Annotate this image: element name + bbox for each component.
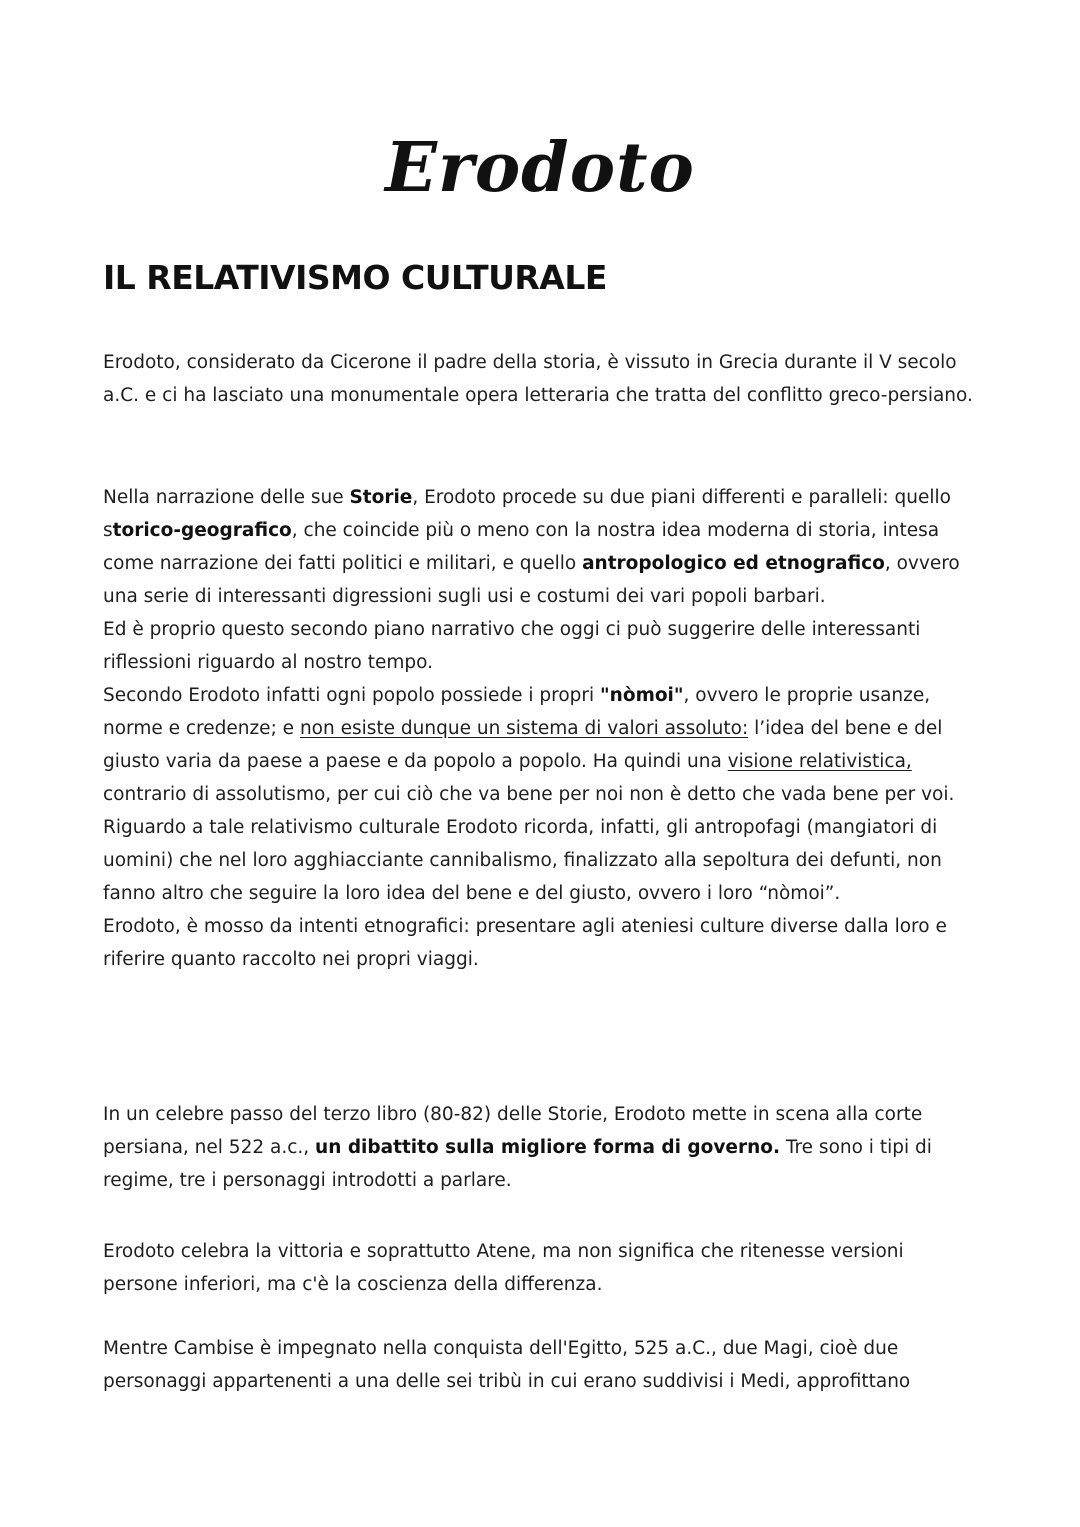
paragraph-dibattito: [103, 1098, 983, 1197]
page-title: Erodoto: [385, 128, 695, 208]
text-run: contrario di assolutismo, per cui ciò che va bene per noi non è detto che vada bene per voi.: [103, 784, 955, 805]
text-run: l’idea del bene e del giusto varia da paese a paese e da popolo a popolo. Ha quindi una: [103, 718, 943, 772]
text-run: , che coincide più o meno con la nostra idea moderna di storia, intesa come narrazione dei fatti politici e militari, e quello: [103, 520, 940, 574]
paragraph-storie: [103, 481, 983, 976]
paragraph-atene: Erodoto celebra la vittoria e soprattutto Atene, ma non significa che ritenesse versioni persone inferiori, ma c'è la coscienza della differenza.: [103, 1241, 904, 1295]
text-run: Secondo Erodoto infatti ogni popolo possiede i propri: [103, 685, 601, 706]
text-run: In un celebre passo del terzo libro (80-82) delle Storie, Erodoto mette in scena alla corte persiana, nel 522 a.c.,: [103, 1104, 923, 1158]
bold-term-antropologico: antropologico ed etnografico: [582, 553, 885, 574]
text-run: Riguardo a tale relativismo culturale Erodoto ricorda, infatti, gli antropofagi (mangiatori di uomini) che nel loro agghiacciante cannibalismo, finalizzato alla sepoltura dei defunti, non fanno altro che seguire la loro idea del bene e del giusto, ovvero i loro “nòmoi”.: [103, 817, 942, 904]
underlined-phrase-visione: visione relativistica,: [727, 751, 912, 772]
underlined-phrase-valori: non esiste dunque un sistema di valori assoluto:: [299, 718, 749, 739]
text-run: Tre sono i tipi di regime, tre i personaggi introdotti a parlare.: [103, 1137, 932, 1191]
paragraph-cambise: Mentre Cambise è impegnato nella conquista dell'Egitto, 525 a.C., due Magi, cioè due personaggi appartenenti a una delle sei tribù in cui erano suddivisi i Medi, approfittano: [103, 1338, 911, 1392]
bold-phrase-dibattito: un dibattito sulla migliore forma di governo.: [315, 1137, 780, 1158]
text-run: , ovvero una serie di interessanti digressioni sugli usi e costumi dei vari popoli barbari.: [103, 553, 960, 607]
paragraph-intro: Erodoto, considerato da Cicerone il padre della storia, è vissuto in Grecia durante il V secolo a.C. e ci ha lasciato una monumentale opera letteraria che tratta del conflitto greco-persiano.: [103, 352, 973, 406]
bold-term-nomoi: "nòmoi": [600, 685, 684, 706]
text-run: , Erodoto procede su due piani differenti e paralleli: quello s: [103, 487, 951, 541]
text-run: , ovvero le proprie usanze, norme e credenze; e: [103, 685, 931, 739]
text-run: Erodoto, è mosso da intenti etnografici: presentare agli ateniesi culture diverse dalla loro e riferire quanto raccolto nei propri viaggi.: [103, 916, 947, 970]
text-run: Ed è proprio questo secondo piano narrativo che oggi ci può suggerire delle interessanti riflessioni riguardo al nostro tempo.: [103, 619, 921, 673]
bold-term-storie: Storie: [349, 487, 413, 508]
section-heading: IL RELATIVISMO CULTURALE: [103, 258, 607, 297]
bold-term-storico-geografico: torico-geografico: [112, 520, 292, 541]
text-run: Nella narrazione delle sue: [103, 487, 350, 508]
